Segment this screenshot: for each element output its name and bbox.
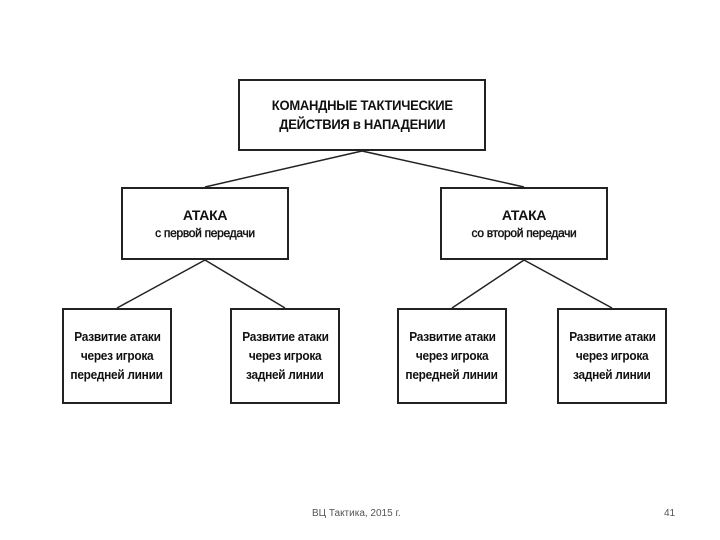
- connector-left-leaf2: [205, 260, 285, 308]
- attack-first-pass-subtitle: с первой передачи: [155, 225, 255, 240]
- leaf-line: Развитие атаки: [568, 329, 656, 344]
- attack-first-pass-node: [121, 187, 289, 260]
- page-number: 41: [664, 508, 676, 519]
- connector-right-leaf4: [524, 260, 612, 308]
- leaf-line: передней линии: [70, 367, 164, 382]
- leaf-line: задней линии: [573, 367, 651, 382]
- attack-second-pass-title: АТАКА: [501, 206, 547, 223]
- leaf-line: через игрока: [415, 348, 489, 363]
- leaf-line: Развитие атаки: [241, 329, 329, 344]
- root-title-line1: КОМАНДНЫЕ ТАКТИЧЕСКИЕ: [271, 97, 453, 113]
- leaf-line: задней линии: [246, 367, 324, 382]
- leaf-line: Развитие атаки: [73, 329, 161, 344]
- leaf-second-pass-back-line: [557, 308, 667, 404]
- leaf-second-pass-front-line: [397, 308, 507, 404]
- connector-right-leaf3: [452, 260, 524, 308]
- leaf-first-pass-back-line: [230, 308, 340, 404]
- leaf-line: передней линии: [405, 367, 499, 382]
- connector-root-left: [205, 151, 362, 187]
- leaf-line: через игрока: [80, 348, 154, 363]
- attack-second-pass-node: [440, 187, 608, 260]
- leaf-line: Развитие атаки: [408, 329, 496, 344]
- attack-first-pass-title: АТАКА: [182, 206, 228, 223]
- leaf-line: через игрока: [248, 348, 322, 363]
- attack-second-pass-subtitle: со второй передачи: [471, 225, 577, 240]
- root-title-line2: ДЕЙСТВИЯ в НАПАДЕНИИ: [278, 116, 446, 132]
- footer-text: ВЦ Тактика, 2015 г.: [312, 508, 401, 519]
- leaf-line: через игрока: [575, 348, 649, 363]
- leaf-first-pass-front-line: [62, 308, 172, 404]
- connector-root-right: [362, 151, 524, 187]
- connector-left-leaf1: [117, 260, 205, 308]
- root-node: [238, 79, 486, 151]
